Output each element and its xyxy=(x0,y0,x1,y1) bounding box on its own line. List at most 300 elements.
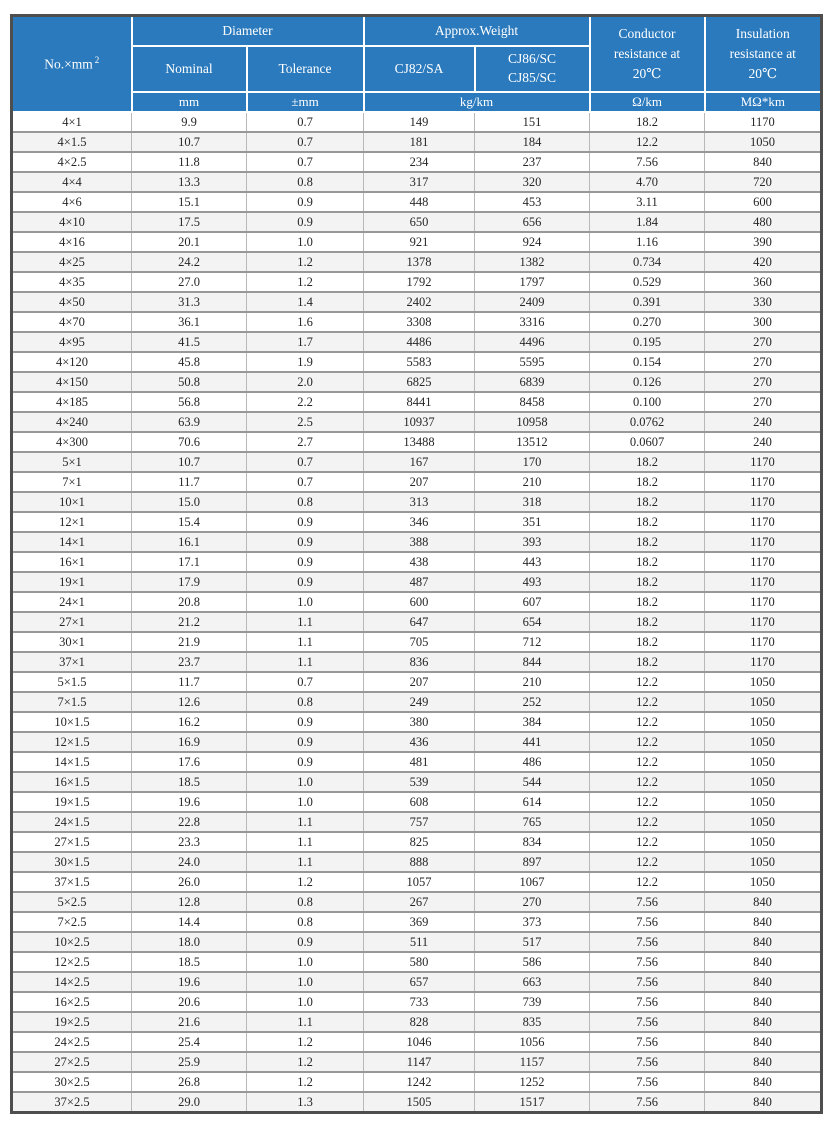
cell-diameter-nominal: 41.5 xyxy=(132,332,247,352)
cell-weight-cj86: 184 xyxy=(475,132,590,152)
cell-diameter-tolerance: 1.2 xyxy=(247,1032,364,1052)
cell-diameter-tolerance: 1.0 xyxy=(247,952,364,972)
cell-weight-cj86: 586 xyxy=(475,952,590,972)
table-row xyxy=(12,792,822,812)
cell-weight-cj86: 924 xyxy=(475,232,590,252)
cell-weight-cj82: 448 xyxy=(364,192,475,212)
cell-insulation-resistance: 1170 xyxy=(705,472,822,492)
cell-size: 5×2.5 xyxy=(12,892,132,912)
cell-weight-cj86: 453 xyxy=(475,192,590,212)
table-row xyxy=(12,552,822,572)
unit-kg-km: kg/km xyxy=(364,92,590,112)
cell-conductor-resistance: 18.2 xyxy=(590,512,705,532)
cell-weight-cj82: 1046 xyxy=(364,1032,475,1052)
cell-weight-cj86: 10958 xyxy=(475,412,590,432)
cell-weight-cj82: 317 xyxy=(364,172,475,192)
header-size-label: No.×mm xyxy=(44,56,93,72)
cell-diameter-tolerance: 0.7 xyxy=(247,112,364,132)
cell-weight-cj82: 5583 xyxy=(364,352,475,372)
table-row xyxy=(12,812,822,832)
cell-weight-cj86: 4496 xyxy=(475,332,590,352)
cell-diameter-tolerance: 2.2 xyxy=(247,392,364,412)
cell-insulation-resistance: 1050 xyxy=(705,792,822,812)
table-row xyxy=(12,752,822,772)
cell-weight-cj86: 486 xyxy=(475,752,590,772)
cell-diameter-nominal: 12.8 xyxy=(132,892,247,912)
header-tolerance: Tolerance xyxy=(247,46,364,92)
header-conductor-resistance-label: Conductor resistance at 20℃ xyxy=(613,26,681,81)
table-row xyxy=(12,712,822,732)
table-body xyxy=(12,112,822,1113)
cell-weight-cj82: 657 xyxy=(364,972,475,992)
cell-conductor-resistance: 12.2 xyxy=(590,872,705,892)
cell-diameter-nominal: 26.8 xyxy=(132,1072,247,1092)
cell-diameter-nominal: 29.0 xyxy=(132,1092,247,1113)
cell-weight-cj86: 237 xyxy=(475,152,590,172)
cell-insulation-resistance: 840 xyxy=(705,1092,822,1113)
cell-insulation-resistance: 240 xyxy=(705,432,822,452)
cell-conductor-resistance: 18.2 xyxy=(590,552,705,572)
table-row xyxy=(12,612,822,632)
cell-weight-cj82: 580 xyxy=(364,952,475,972)
cell-weight-cj82: 380 xyxy=(364,712,475,732)
cell-diameter-nominal: 16.2 xyxy=(132,712,247,732)
cell-diameter-nominal: 23.7 xyxy=(132,652,247,672)
table-row xyxy=(12,412,822,432)
table-row xyxy=(12,212,822,232)
cell-insulation-resistance: 1050 xyxy=(705,832,822,852)
table-row xyxy=(12,492,822,512)
table-row xyxy=(12,192,822,212)
cell-diameter-nominal: 45.8 xyxy=(132,352,247,372)
cell-conductor-resistance: 7.56 xyxy=(590,892,705,912)
cell-diameter-tolerance: 1.1 xyxy=(247,832,364,852)
cell-weight-cj86: 656 xyxy=(475,212,590,232)
cell-diameter-nominal: 17.5 xyxy=(132,212,247,232)
cell-insulation-resistance: 420 xyxy=(705,252,822,272)
cell-size: 14×2.5 xyxy=(12,972,132,992)
cell-diameter-nominal: 19.6 xyxy=(132,792,247,812)
cell-diameter-tolerance: 0.8 xyxy=(247,892,364,912)
cell-insulation-resistance: 1170 xyxy=(705,452,822,472)
cell-conductor-resistance: 7.56 xyxy=(590,152,705,172)
cell-weight-cj82: 13488 xyxy=(364,432,475,452)
cell-conductor-resistance: 18.2 xyxy=(590,632,705,652)
cell-conductor-resistance: 18.2 xyxy=(590,472,705,492)
cell-size: 37×1 xyxy=(12,652,132,672)
table-row xyxy=(12,972,822,992)
cell-diameter-tolerance: 0.9 xyxy=(247,532,364,552)
table-row xyxy=(12,912,822,932)
table-row xyxy=(12,1092,822,1113)
cell-diameter-tolerance: 0.9 xyxy=(247,932,364,952)
cell-conductor-resistance: 3.11 xyxy=(590,192,705,212)
cell-diameter-tolerance: 0.9 xyxy=(247,552,364,572)
cell-insulation-resistance: 1050 xyxy=(705,872,822,892)
cell-insulation-resistance: 1050 xyxy=(705,732,822,752)
table-row xyxy=(12,152,822,172)
header-insulation-resistance-label: Insulation resistance at 20℃ xyxy=(729,26,796,81)
cell-weight-cj86: 8458 xyxy=(475,392,590,412)
cell-size: 16×1 xyxy=(12,552,132,572)
cell-weight-cj82: 181 xyxy=(364,132,475,152)
cell-size: 7×1 xyxy=(12,472,132,492)
cell-insulation-resistance: 1050 xyxy=(705,692,822,712)
cell-size: 24×1 xyxy=(12,592,132,612)
cell-conductor-resistance: 0.391 xyxy=(590,292,705,312)
unit-mohm-km: MΩ*km xyxy=(705,92,822,112)
cell-weight-cj86: 443 xyxy=(475,552,590,572)
cell-diameter-tolerance: 0.9 xyxy=(247,752,364,772)
cell-conductor-resistance: 7.56 xyxy=(590,1092,705,1113)
cell-insulation-resistance: 840 xyxy=(705,912,822,932)
cell-insulation-resistance: 270 xyxy=(705,332,822,352)
cell-diameter-nominal: 22.8 xyxy=(132,812,247,832)
cell-size: 30×1 xyxy=(12,632,132,652)
cell-weight-cj82: 234 xyxy=(364,152,475,172)
cell-weight-cj82: 757 xyxy=(364,812,475,832)
cell-conductor-resistance: 0.270 xyxy=(590,312,705,332)
table-row xyxy=(12,132,822,152)
cell-insulation-resistance: 1170 xyxy=(705,652,822,672)
cell-insulation-resistance: 300 xyxy=(705,312,822,332)
table-row xyxy=(12,232,822,252)
cell-conductor-resistance: 12.2 xyxy=(590,672,705,692)
cell-size: 4×70 xyxy=(12,312,132,332)
cell-diameter-nominal: 11.8 xyxy=(132,152,247,172)
header-insulation-resistance xyxy=(705,16,822,92)
cell-conductor-resistance: 18.2 xyxy=(590,532,705,552)
table-row xyxy=(12,992,822,1012)
table-row xyxy=(12,532,822,552)
cell-diameter-nominal: 16.9 xyxy=(132,732,247,752)
cell-diameter-tolerance: 0.8 xyxy=(247,692,364,712)
cell-conductor-resistance: 12.2 xyxy=(590,132,705,152)
cell-diameter-nominal: 9.9 xyxy=(132,112,247,132)
cell-diameter-nominal: 17.9 xyxy=(132,572,247,592)
cell-weight-cj82: 1378 xyxy=(364,252,475,272)
cell-size: 7×2.5 xyxy=(12,912,132,932)
table-row xyxy=(12,292,822,312)
cell-diameter-tolerance: 1.0 xyxy=(247,772,364,792)
cell-weight-cj86: 320 xyxy=(475,172,590,192)
cell-weight-cj82: 207 xyxy=(364,672,475,692)
cell-weight-cj82: 511 xyxy=(364,932,475,952)
cell-diameter-tolerance: 1.0 xyxy=(247,592,364,612)
cell-weight-cj82: 600 xyxy=(364,592,475,612)
cell-diameter-tolerance: 0.7 xyxy=(247,452,364,472)
cell-diameter-tolerance: 2.0 xyxy=(247,372,364,392)
cell-conductor-resistance: 7.56 xyxy=(590,1032,705,1052)
cell-diameter-tolerance: 0.7 xyxy=(247,132,364,152)
cell-weight-cj86: 2409 xyxy=(475,292,590,312)
cell-weight-cj82: 438 xyxy=(364,552,475,572)
cell-insulation-resistance: 840 xyxy=(705,1052,822,1072)
cell-insulation-resistance: 1050 xyxy=(705,672,822,692)
cell-insulation-resistance: 270 xyxy=(705,352,822,372)
cell-size: 10×1 xyxy=(12,492,132,512)
cell-insulation-resistance: 840 xyxy=(705,952,822,972)
cell-size: 4×240 xyxy=(12,412,132,432)
cell-weight-cj86: 654 xyxy=(475,612,590,632)
cell-diameter-nominal: 17.1 xyxy=(132,552,247,572)
cell-conductor-resistance: 12.2 xyxy=(590,692,705,712)
cell-weight-cj86: 13512 xyxy=(475,432,590,452)
table-row xyxy=(12,772,822,792)
cell-diameter-nominal: 15.4 xyxy=(132,512,247,532)
cell-diameter-nominal: 21.2 xyxy=(132,612,247,632)
cell-weight-cj82: 836 xyxy=(364,652,475,672)
cell-size: 37×1.5 xyxy=(12,872,132,892)
cell-conductor-resistance: 18.2 xyxy=(590,612,705,632)
cell-insulation-resistance: 840 xyxy=(705,932,822,952)
cell-weight-cj82: 481 xyxy=(364,752,475,772)
cell-diameter-tolerance: 1.2 xyxy=(247,252,364,272)
cell-weight-cj82: 1505 xyxy=(364,1092,475,1113)
cell-diameter-nominal: 20.8 xyxy=(132,592,247,612)
cell-weight-cj82: 650 xyxy=(364,212,475,232)
table-row xyxy=(12,832,822,852)
cell-diameter-nominal: 26.0 xyxy=(132,872,247,892)
cell-size: 4×16 xyxy=(12,232,132,252)
cell-weight-cj82: 10937 xyxy=(364,412,475,432)
table-row xyxy=(12,272,822,292)
cell-conductor-resistance: 7.56 xyxy=(590,932,705,952)
table-row xyxy=(12,632,822,652)
cell-diameter-tolerance: 1.1 xyxy=(247,1012,364,1032)
cell-weight-cj86: 1382 xyxy=(475,252,590,272)
cell-weight-cj86: 1797 xyxy=(475,272,590,292)
cell-weight-cj82: 539 xyxy=(364,772,475,792)
cell-weight-cj82: 1792 xyxy=(364,272,475,292)
table-row xyxy=(12,1012,822,1032)
cell-insulation-resistance: 1050 xyxy=(705,752,822,772)
cell-weight-cj86: 252 xyxy=(475,692,590,712)
cell-weight-cj82: 346 xyxy=(364,512,475,532)
cell-weight-cj86: 544 xyxy=(475,772,590,792)
cell-conductor-resistance: 0.195 xyxy=(590,332,705,352)
cell-insulation-resistance: 480 xyxy=(705,212,822,232)
cell-diameter-nominal: 18.5 xyxy=(132,772,247,792)
cell-conductor-resistance: 12.2 xyxy=(590,752,705,772)
cell-size: 4×120 xyxy=(12,352,132,372)
cell-diameter-tolerance: 1.9 xyxy=(247,352,364,372)
cell-conductor-resistance: 18.2 xyxy=(590,112,705,132)
cell-conductor-resistance: 12.2 xyxy=(590,832,705,852)
cell-insulation-resistance: 1170 xyxy=(705,552,822,572)
table-row xyxy=(12,892,822,912)
cell-weight-cj86: 517 xyxy=(475,932,590,952)
cell-conductor-resistance: 7.56 xyxy=(590,912,705,932)
cell-size: 19×2.5 xyxy=(12,1012,132,1032)
cell-diameter-nominal: 17.6 xyxy=(132,752,247,772)
cell-conductor-resistance: 1.16 xyxy=(590,232,705,252)
cell-size: 5×1 xyxy=(12,452,132,472)
cell-conductor-resistance: 12.2 xyxy=(590,852,705,872)
cell-weight-cj86: 3316 xyxy=(475,312,590,332)
cell-weight-cj86: 5595 xyxy=(475,352,590,372)
table-row xyxy=(12,512,822,532)
cell-conductor-resistance: 12.2 xyxy=(590,772,705,792)
cell-diameter-nominal: 10.7 xyxy=(132,132,247,152)
cell-conductor-resistance: 4.70 xyxy=(590,172,705,192)
cell-size: 7×1.5 xyxy=(12,692,132,712)
cell-conductor-resistance: 18.2 xyxy=(590,492,705,512)
cell-weight-cj86: 210 xyxy=(475,672,590,692)
table-row xyxy=(12,452,822,472)
table-row xyxy=(12,652,822,672)
cell-diameter-tolerance: 0.7 xyxy=(247,672,364,692)
cell-diameter-nominal: 56.8 xyxy=(132,392,247,412)
cell-size: 10×1.5 xyxy=(12,712,132,732)
cell-diameter-tolerance: 1.1 xyxy=(247,852,364,872)
cell-diameter-tolerance: 1.0 xyxy=(247,992,364,1012)
cell-size: 14×1.5 xyxy=(12,752,132,772)
cell-weight-cj82: 921 xyxy=(364,232,475,252)
cell-size: 16×2.5 xyxy=(12,992,132,1012)
table-row xyxy=(12,1072,822,1092)
cell-size: 4×1.5 xyxy=(12,132,132,152)
cell-weight-cj86: 835 xyxy=(475,1012,590,1032)
cell-weight-cj82: 249 xyxy=(364,692,475,712)
cell-diameter-nominal: 18.5 xyxy=(132,952,247,972)
cell-insulation-resistance: 840 xyxy=(705,892,822,912)
cell-size: 4×95 xyxy=(12,332,132,352)
table-row xyxy=(12,932,822,952)
cell-conductor-resistance: 18.2 xyxy=(590,452,705,472)
cell-conductor-resistance: 1.84 xyxy=(590,212,705,232)
cell-insulation-resistance: 1170 xyxy=(705,592,822,612)
header-cj86-line1: CJ86/SC xyxy=(508,50,557,66)
cell-insulation-resistance: 840 xyxy=(705,992,822,1012)
header-diameter: Diameter xyxy=(132,16,364,46)
cell-diameter-nominal: 25.4 xyxy=(132,1032,247,1052)
table-row xyxy=(12,852,822,872)
cell-conductor-resistance: 0.0762 xyxy=(590,412,705,432)
cell-size: 12×1 xyxy=(12,512,132,532)
cell-insulation-resistance: 1170 xyxy=(705,632,822,652)
header-size-column xyxy=(12,16,132,112)
cell-insulation-resistance: 240 xyxy=(705,412,822,432)
cell-conductor-resistance: 7.56 xyxy=(590,992,705,1012)
cell-weight-cj86: 834 xyxy=(475,832,590,852)
cell-size: 4×1 xyxy=(12,112,132,132)
cell-size: 24×1.5 xyxy=(12,812,132,832)
cell-diameter-tolerance: 2.7 xyxy=(247,432,364,452)
cell-size: 30×1.5 xyxy=(12,852,132,872)
cell-weight-cj82: 608 xyxy=(364,792,475,812)
cable-spec-table xyxy=(10,14,823,1114)
cell-conductor-resistance: 0.100 xyxy=(590,392,705,412)
cell-size: 4×300 xyxy=(12,432,132,452)
table-row xyxy=(12,332,822,352)
cell-weight-cj86: 270 xyxy=(475,892,590,912)
cell-diameter-nominal: 25.9 xyxy=(132,1052,247,1072)
table-row xyxy=(12,252,822,272)
cell-size: 14×1 xyxy=(12,532,132,552)
cell-diameter-nominal: 15.0 xyxy=(132,492,247,512)
cell-diameter-nominal: 36.1 xyxy=(132,312,247,332)
cell-diameter-tolerance: 0.9 xyxy=(247,712,364,732)
cell-diameter-nominal: 23.3 xyxy=(132,832,247,852)
cell-weight-cj82: 167 xyxy=(364,452,475,472)
cell-diameter-nominal: 31.3 xyxy=(132,292,247,312)
cell-insulation-resistance: 1170 xyxy=(705,112,822,132)
cell-insulation-resistance: 1170 xyxy=(705,512,822,532)
header-size-superscript: 2 xyxy=(94,55,100,65)
cell-diameter-tolerance: 0.8 xyxy=(247,172,364,192)
unit-ohm-km: Ω/km xyxy=(590,92,705,112)
cell-size: 4×150 xyxy=(12,372,132,392)
cell-weight-cj86: 351 xyxy=(475,512,590,532)
cell-weight-cj86: 897 xyxy=(475,852,590,872)
cell-diameter-nominal: 24.2 xyxy=(132,252,247,272)
cell-weight-cj86: 739 xyxy=(475,992,590,1012)
cell-diameter-tolerance: 0.9 xyxy=(247,212,364,232)
cell-size: 27×1 xyxy=(12,612,132,632)
cell-conductor-resistance: 0.529 xyxy=(590,272,705,292)
cell-weight-cj86: 170 xyxy=(475,452,590,472)
cell-weight-cj86: 614 xyxy=(475,792,590,812)
cell-insulation-resistance: 1050 xyxy=(705,772,822,792)
cell-diameter-tolerance: 0.9 xyxy=(247,512,364,532)
table-row xyxy=(12,472,822,492)
cell-insulation-resistance: 840 xyxy=(705,1012,822,1032)
cell-diameter-tolerance: 1.6 xyxy=(247,312,364,332)
cell-size: 4×35 xyxy=(12,272,132,292)
cell-weight-cj82: 2402 xyxy=(364,292,475,312)
header-conductor-resistance xyxy=(590,16,705,92)
cell-conductor-resistance: 7.56 xyxy=(590,1012,705,1032)
cell-insulation-resistance: 1050 xyxy=(705,852,822,872)
cell-diameter-tolerance: 1.1 xyxy=(247,632,364,652)
cell-diameter-nominal: 70.6 xyxy=(132,432,247,452)
cell-insulation-resistance: 840 xyxy=(705,152,822,172)
cell-insulation-resistance: 1170 xyxy=(705,572,822,592)
cell-weight-cj82: 436 xyxy=(364,732,475,752)
table-row xyxy=(12,672,822,692)
cell-weight-cj86: 765 xyxy=(475,812,590,832)
cell-diameter-nominal: 19.6 xyxy=(132,972,247,992)
cell-weight-cj82: 888 xyxy=(364,852,475,872)
cell-size: 4×25 xyxy=(12,252,132,272)
cell-weight-cj82: 388 xyxy=(364,532,475,552)
cell-conductor-resistance: 0.734 xyxy=(590,252,705,272)
cell-size: 30×2.5 xyxy=(12,1072,132,1092)
header-cj82: CJ82/SA xyxy=(364,46,475,92)
cell-diameter-nominal: 10.7 xyxy=(132,452,247,472)
cell-conductor-resistance: 7.56 xyxy=(590,952,705,972)
cell-weight-cj86: 210 xyxy=(475,472,590,492)
cell-diameter-tolerance: 1.1 xyxy=(247,812,364,832)
cell-size: 27×2.5 xyxy=(12,1052,132,1072)
cell-size: 5×1.5 xyxy=(12,672,132,692)
cell-conductor-resistance: 0.126 xyxy=(590,372,705,392)
table-row xyxy=(12,352,822,372)
cell-diameter-tolerance: 0.8 xyxy=(247,912,364,932)
cell-diameter-tolerance: 0.7 xyxy=(247,152,364,172)
cell-diameter-tolerance: 1.2 xyxy=(247,1072,364,1092)
cell-insulation-resistance: 840 xyxy=(705,1032,822,1052)
table-row xyxy=(12,692,822,712)
cell-weight-cj82: 1242 xyxy=(364,1072,475,1092)
table-row xyxy=(12,1032,822,1052)
cell-size: 12×1.5 xyxy=(12,732,132,752)
cell-diameter-tolerance: 1.2 xyxy=(247,272,364,292)
cell-size: 4×50 xyxy=(12,292,132,312)
cell-insulation-resistance: 270 xyxy=(705,372,822,392)
cell-size: 4×2.5 xyxy=(12,152,132,172)
